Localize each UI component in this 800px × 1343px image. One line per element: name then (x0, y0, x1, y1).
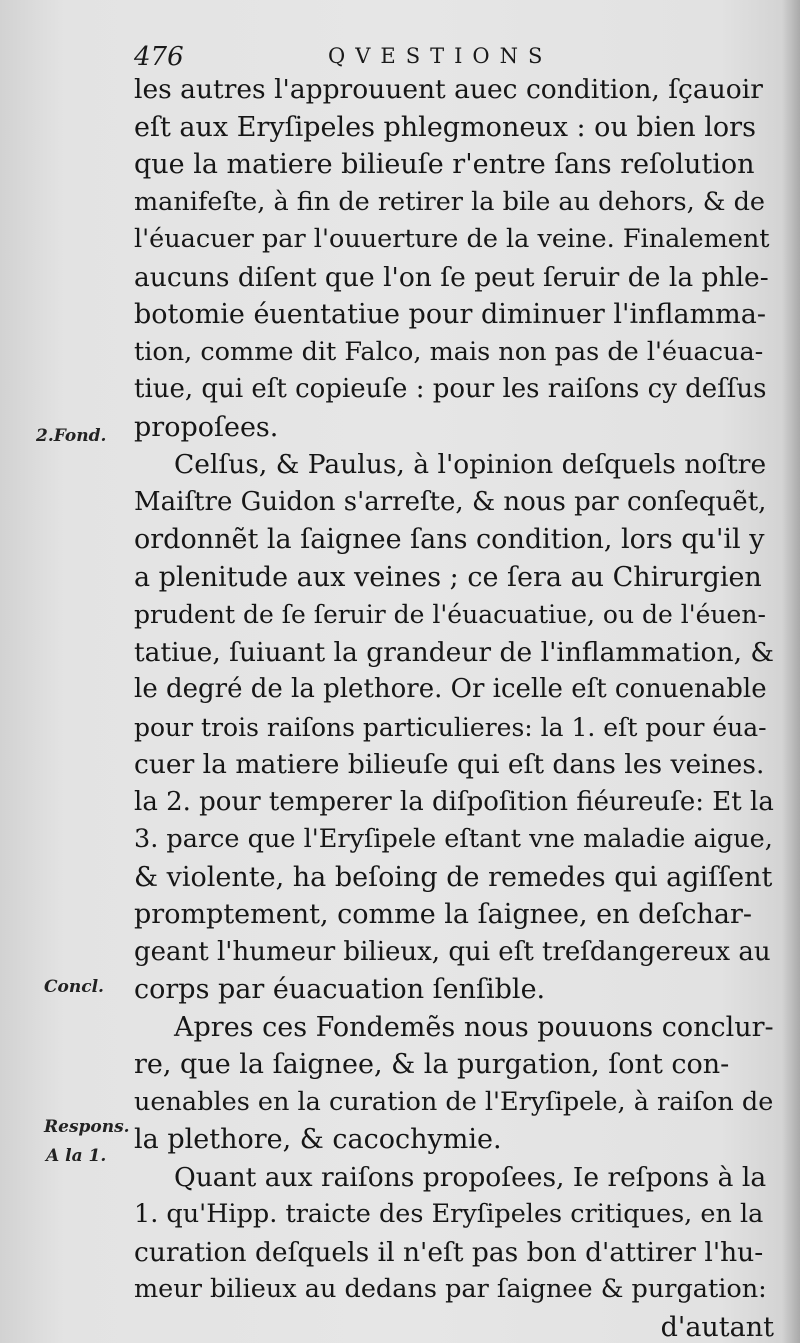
text-line: l'éuacuer par l'ouuerture de la veine. Finalement (134, 224, 770, 254)
text-line: manifeſte, à fin de retirer la bile au dehors, & de (134, 186, 766, 217)
text-line: uenables en la curation de l'Eryſipele, à raiſon de (134, 1086, 774, 1117)
text-line: Maiſtre Guidon s'arreſte, & nous par conſequẽt, (134, 486, 767, 517)
text-line: le degré de la plethore. Or icelle eſt conuenable (134, 674, 767, 704)
text-line: Quant aux raiſons propoſees, Ie reſpons à la (174, 1161, 767, 1193)
text-line: tatiue, ſuiuant la grandeur de l'inflammation, & (134, 636, 775, 668)
text-line: botomie éuentatiue pour diminuer l'inflamma- (134, 299, 766, 330)
text-line: tiue, qui eſt copieuſe : pour les raiſons cy deſſus (134, 374, 767, 404)
margin-note-response: Respons. (44, 1117, 130, 1137)
text-line: re, que la ſaignee, & la purgation, ſont con- (134, 1049, 730, 1080)
page-number: 476 (134, 42, 184, 72)
text-line: ordonnẽt la ſaignee ſans condition, lors qu'il y (134, 524, 765, 555)
text-line: aucuns diſent que l'on ſe peut ſeruir de la phle- (134, 261, 769, 293)
text-line: tion, comme dit Falco, mais non pas de l'éuacua- (134, 336, 764, 367)
text-line: meur bilieux au dedans par ſaignee & purgation: (134, 1274, 767, 1304)
text-line: corps par éuacuation ſenſible. (134, 974, 546, 1005)
text-line: les autres l'approuuent auec condition, ſçauoir (134, 74, 763, 105)
text-line: Apres ces Fondemẽs nous pouuons conclur- (174, 1011, 774, 1043)
margin-note-conclusion: Concl. (44, 977, 104, 997)
text-line: la plethore, & cacochymie. (134, 1124, 502, 1155)
text-line: & violente, ha beſoing de remedes qui agiſſent (134, 861, 773, 893)
margin-note-reply-first: A la 1. (46, 1146, 107, 1166)
text-line: eſt aux Eryſipeles phlegmoneux : ou bien lors (134, 111, 756, 143)
text-line: curation deſquels il n'eſt pas bon d'attirer l'hu- (134, 1236, 764, 1268)
text-line: 3. parce que l'Eryſipele eſtant vne maladie aigue, (134, 824, 773, 854)
text-line: pour trois raiſons particulieres: la 1. eſt pour éua- (134, 712, 767, 742)
text-line: geant l'humeur bilieux, qui eſt treſdangereux au (134, 936, 771, 967)
text-line: Celſus, & Paulus, à l'opinion deſquels noſtre (174, 449, 767, 480)
text-line: prudent de ſe ſeruir de l'éuacuatiue, ou de l'éuen- (134, 600, 766, 629)
text-line: que la matiere bilieuſe r'entre ſans reſolution (134, 149, 755, 180)
text-line: a plenitude aux veines ; ce ſera au Chirurgien (134, 561, 762, 593)
running-title: QVESTIONS (328, 44, 553, 68)
text-line: la 2. pour temperer la diſpoſition fiéureuſe: Et la (134, 786, 774, 817)
body-text (134, 71, 774, 1343)
text-line: 1. qu'Hipp. traicte des Eryſipeles critiques, en la (134, 1199, 764, 1229)
margin-note-fondement: 2.Fond. (36, 426, 107, 446)
text-line: cuer la matiere bilieuſe qui eſt dans les veines. (134, 749, 765, 780)
page-edge-shadow (782, 0, 800, 1343)
text-line: promptement, comme la ſaignee, en deſchar- (134, 899, 752, 930)
text-line: propoſees. (134, 411, 279, 443)
catchword: d'autant (660, 1311, 774, 1343)
